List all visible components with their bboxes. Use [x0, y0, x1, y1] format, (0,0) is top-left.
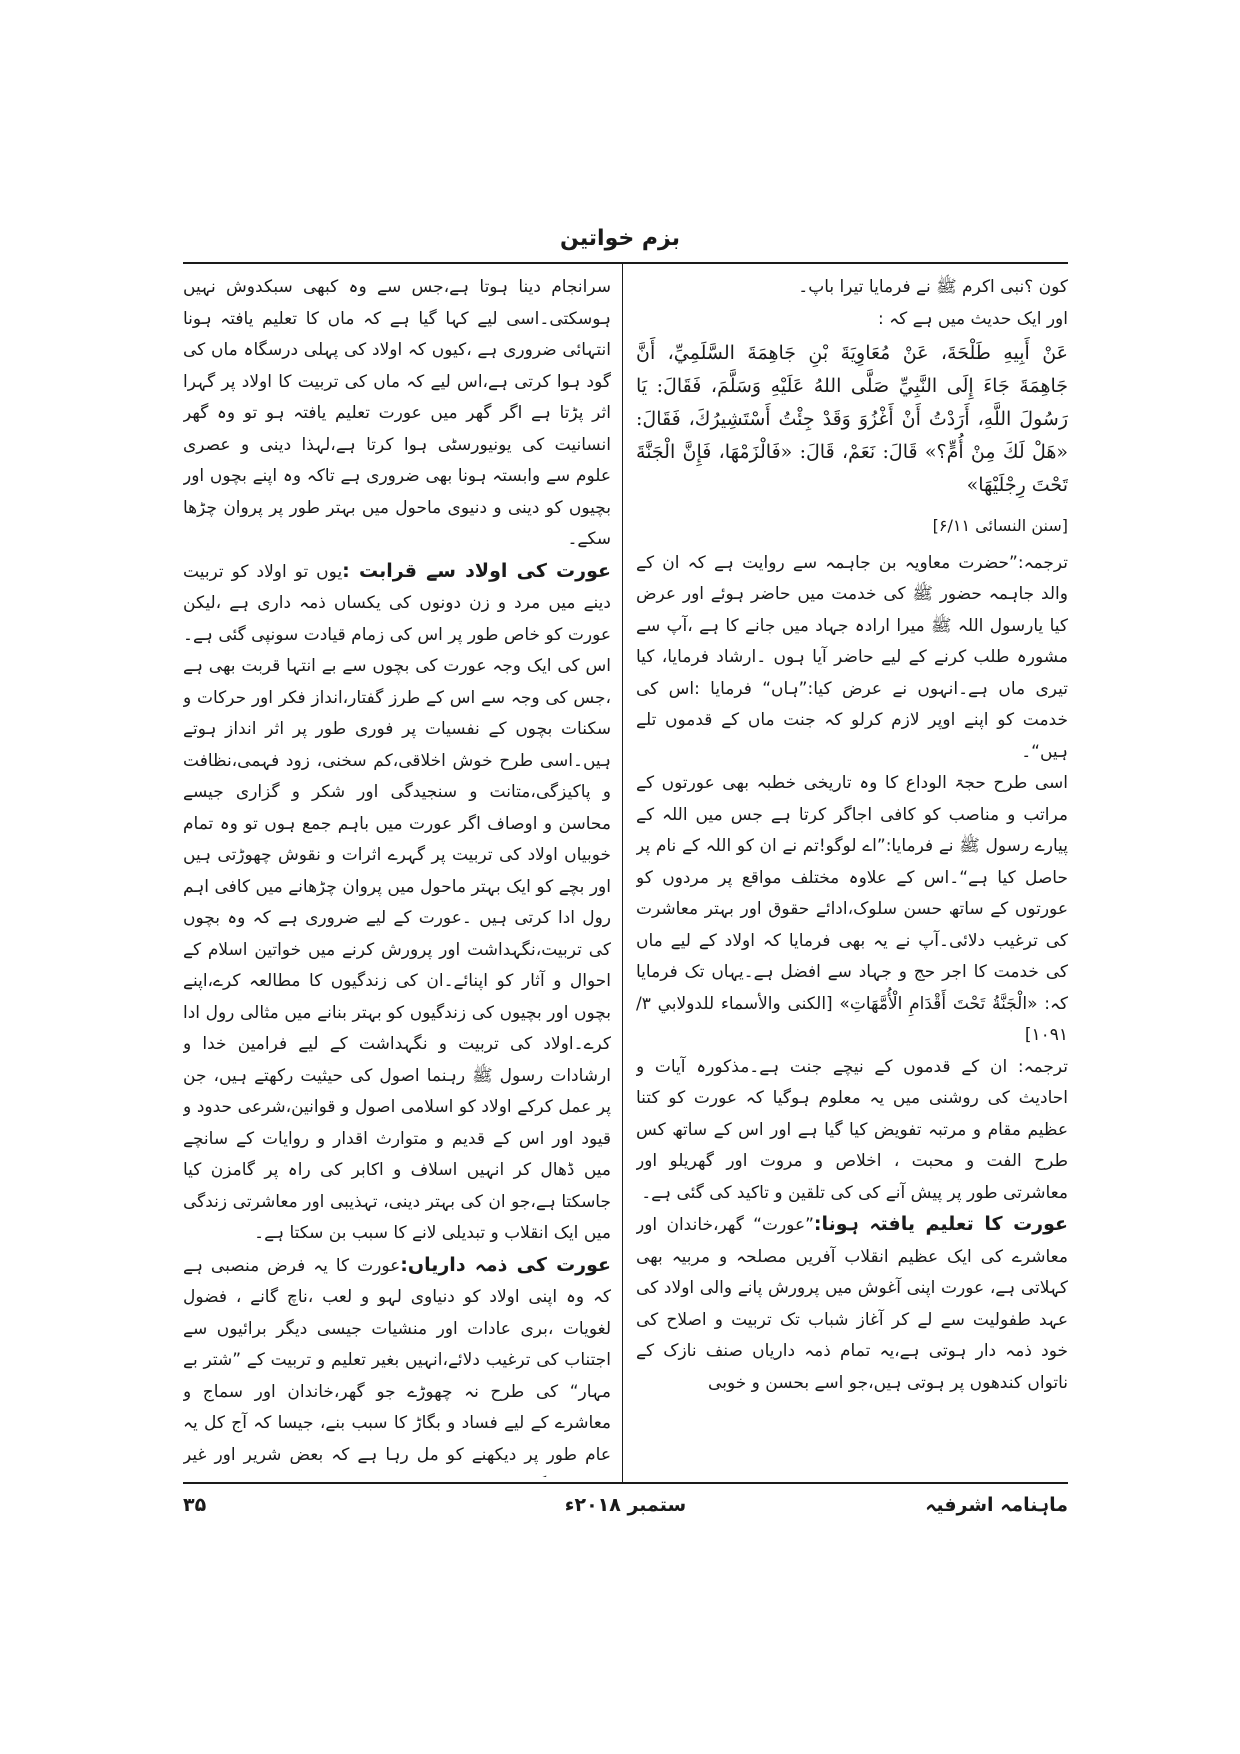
page-number: ۳۵: [183, 1494, 207, 1516]
footer-rule: [183, 1482, 1068, 1484]
paragraph-text: یوں تو اولاد کو تربیت دینے میں مرد و زن دونوں کی یکساں ذمہ داری ہے ،لیکن عورت کو خاص طور پر اس کی زمام قیادت سونپی گئی ہے۔ اس کی ایک وجہ عورت کی بچوں سے بے انتہا قربت بھی ہے ،جس کی وجہ سے اس کے طرز گفتار،انداز فکر اور حرکات و سکنات بچوں کے نفسیات پر فوری طور پر اثر انداز ہوتے ہیں۔اسی طرح خوش اخلاقی،کم سخنی، زود فہمی،نظافت و پاکیزگی،متانت و سنجیدگی اور شکر و گزاری جیسے محاسن و اوصاف اگر عورت میں باہم جمع ہوں تو وہ تمام خوبیاں اولاد کی تربیت پر گہرے اثرات و نقوش چھوڑتی ہیں اور بچے کو ایک بہتر ماحول میں پروان چڑھانے میں کافی اہم رول ادا کرتی ہیں ۔عورت کے لیے ضروری ہے کہ وہ بچوں کی تربیت،نگہداشت اور پرورش کرنے میں خواتین اسلام کے احوال و آثار کو اپنائے۔ان کی زندگیوں کا مطالعہ کرے،اپنے بچوں اور بچیوں کی زندگیوں کو بہتر بنانے میں مثالی رول ادا کرے۔اولاد کی تربیت و نگہداشت کے لیے فرامین خدا و ارشادات رسول ﷺ رہنما اصول کی حیثیت رکھتے ہیں، جن پر عمل کرکے اولاد کو اسلامی اصول و قوانین،شرعی حدود و قیود اور اس کے قدیم و متوارث اقدار و روایات کے سانچے میں ڈھال کر انہیں اسلاف و اکابر کی راہ پر گامزن کیا جاسکتا ہے،جو ان کی بہتر دینی، تہذیبی اور معاشرتی زندگی میں ایک انقلاب و تبدیلی لانے کا سبب بن سکتا ہے۔: [183, 561, 611, 1243]
column-divider: [622, 262, 623, 1482]
subheading: عورت کا تعلیم یافتہ ہونا:: [813, 1213, 1068, 1235]
right-column: [636, 272, 1068, 1477]
magazine-name: ماہنامہ اشرفیہ: [925, 1494, 1068, 1516]
subheading: عورت کی اولاد سے قرابت :: [342, 559, 611, 582]
citation: [سنن النسائی ۶/۱۱]: [932, 516, 1068, 535]
paragraph: [183, 1250, 611, 1478]
paragraph-text: عورت کا یہ فرض منصبی ہے کہ وہ اپنی اولاد کو دنیاوی لہو و لعب ،ناچ گانے ، فضول لغویات ،بری عادات اور منشیات جیسی دیگر برائیوں سے اجتناب کی ترغیب دلائے،انہیں بغیر تعلیم و تربیت کے ”شتر بے مہار“ کی طرح نہ چھوڑے جو گھر،خاندان اور سماج و معاشرے کے لیے فساد و بگاڑ کا سبب بنے، جیسا کہ آج کل یہ عام طور پر دیکھنے کو مل رہا ہے کہ بعض شریر اور غیر: [183, 1255, 611, 1465]
paragraph: [636, 1209, 1068, 1399]
issue-date: ستمبر ۲۰۱۸ء: [564, 1494, 687, 1516]
paragraph: اسی طرح حجۃ الوداع کا وہ تاریخی خطبہ بھی عورتوں کے مراتب و مناصب کو کافی اجاگر کرتا ہے جس میں اللہ کے پیارے رسول ﷺ نے فرمایا:”اے لوگو!تم نے ان کو اللہ کے نام پر حاصل کیا ہے“۔اس کے علاوہ مختلف مواقع پر مردوں کو عورتوں کے ساتھ حسن سلوک،ادائے حقوق اور بہتر معاشرت کی ترغیب دلائی۔آپ نے یہ بھی فرمایا کہ اولاد کے لیے ماں کی خدمت کا اجر حج و جہاد سے افضل ہے۔یہاں تک فرمایا کہ: «الْجَنَّةُ تَحْتَ أَقْدَامِ الْأُمَّهَاتِ» [الكنى والأسماء للدولابي ۳/ ۱۰۹۱]: [636, 773, 1068, 1045]
paragraph-text: ”عورت“ گھر،خاندان اور معاشرے کی ایک عظیم انقلاب آفریں مصلحہ و مربیہ بھی کہلاتی ہے، عورت اپنی آغوش میں پرورش پانے والی اولاد کی عہد طفولیت سے لے کر آغاز شباب تک تربیت و اصلاح کی خود ذمہ دار ہوتی ہے،یہ تمام ذمہ داریاں صنف نازک کے ناتواں کندھوں پر ہوتی ہیں،جو اسے بحسن و خوبی: [636, 1215, 1068, 1393]
paragraph: ترجمہ:”حضرت معاویہ بن جاہمہ سے روایت ہے کہ ان کے والد جاہمہ حضور ﷺ کی خدمت میں حاضر ہوئے اور عرض کیا یارسول اللہ ﷺ میرا ارادہ جہاد میں جانے کا ہے ،آپ سے مشورہ طلب کرنے کے لیے حاضر آیا ہوں ۔ارشاد فرمایا، کیا تیری ماں ہے۔انہوں نے عرض کیا:”ہاں“ فرمایا :اس کی خدمت کو اپنے اوپر لازم کرلو کہ جنت ماں کے قدموں تلے ہیں“۔: [636, 552, 1068, 762]
page-footer: [183, 1494, 1068, 1530]
paragraph: سرانجام دینا ہوتا ہے،جس سے وہ کبھی سبکدوش نہیں ہوسکتی۔اسی لیے کہا گیا ہے کہ ماں کا تعلیم یافتہ ہونا انتہائی ضروری ہے ،کیوں کہ اولاد کی پہلی درسگاہ ماں کی گود ہوا کرتی ہے،اس لیے کہ ماں کی تربیت کا اولاد پر گہرا اثر پڑتا ہے اگر گھر میں عورت تعلیم یافتہ ہو تو وہ گھر انسانیت کی یونیورسٹی ہوا کرتا ہے،لہذا دینی و عصری علوم سے وابستہ ہونا بھی ضروری ہے تاکہ وہ اپنے بچوں اور بچیوں کو دینی و دنیوی ماحول میں بہتر طور پر پروان چڑھا سکے۔: [183, 277, 611, 549]
subheading: عورت کی ذمہ داریاں:: [400, 1253, 611, 1276]
paragraph: [183, 556, 611, 1250]
paragraph: کون ؟نبی اکرم ﷺ نے فرمایا تیرا باپ۔: [798, 277, 1068, 297]
section-title: بزم خواتین: [560, 226, 680, 251]
arabic-hadith: عَنْ أَبِيهِ طَلْحَةَ، عَنْ مُعَاوِيَةَ بْنِ جَاهِمَةَ السَّلَمِيِّ، أَنَّ جَاهِمَةَ جَاءَ إِلَى النَّبِيِّ صَلَّى اللهُ عَلَيْهِ وَسَلَّمَ، فَقَالَ: يَا رَسُولَ اللَّهِ، أَرَدْتُ أَنْ أَغْزُوَ وَقَدْ جِئْتُ أَسْتَشِيرُكَ، فَقَالَ: «هَلْ لَكَ مِنْ أُمٍّ؟» قَالَ: نَعَمْ، قَالَ: «فَالْزَمْهَا، فَإِنَّ الْجَنَّةَ تَحْتَ رِجْلَيْهَا»: [636, 342, 1068, 496]
paragraph: اور ایک حدیث میں ہے کہ :: [878, 308, 1068, 329]
left-column: [183, 272, 611, 1477]
header-rule: [183, 262, 1068, 264]
paragraph: ترجمہ: ان کے قدموں کے نیچے جنت ہے۔مذکورہ آیات و احادیث کی روشنی میں یہ معلوم ہوگیا کہ عورت کو کتنا عظیم مقام و مرتبہ تفویض کیا گیا ہے اور اس کے ساتھ کس طرح الفت و محبت ، اخلاص و مروت اور گھریلو اور معاشرتی طور پر پیش آنے کی کی تلقین و تاکید کی گئی ہے۔: [636, 1056, 1068, 1203]
